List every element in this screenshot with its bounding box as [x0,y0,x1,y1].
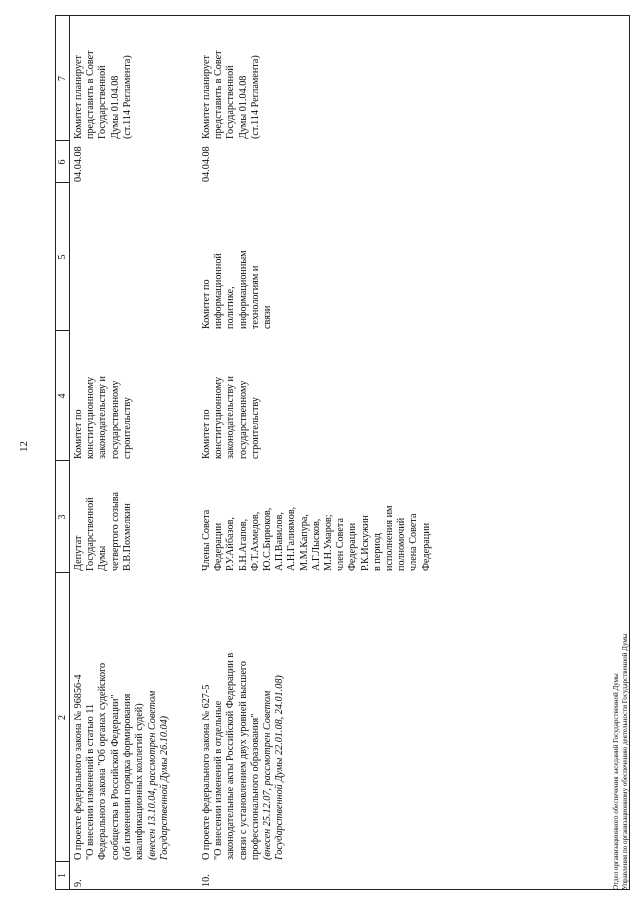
header-col-4: 4 [57,393,68,399]
header-col-5: 5 [57,254,68,260]
responsible-committee: Комитет по конституционному законодательству и государственному строительству [73,376,133,459]
column-divider [56,861,69,862]
column-divider [56,140,69,141]
bill-note: (внесен 13.10.04, рассмотрен Советом Государственной Думы 26.10.04) [147,690,171,860]
bill-title: О проекте федерального закона № 627-5 "О внесении изменений в отдельные законодательные акты Российской Федерации в связи с установлением двух уровней высшего профессионального образования" [201,652,261,860]
footer-department: Отдел организационного обеспечения заседаний Государственной Думы [612,673,620,890]
review-date: 04.04.08 [201,146,212,182]
column-divider [56,572,69,573]
committee-action: Комитет планирует представить в Совет Государственной Думы 01.04.08 (ст.114 Регламента) [201,50,261,139]
header-col-6: 6 [57,159,68,165]
footer-directorate: Управления по организационному обеспечению деятельности Государственной Думы [621,633,629,890]
responsible-committee: Комитет по конституционному законодательству и государственному строительству [201,376,261,459]
bill-title: О проекте федерального закона № 96856-4 "О внесении изменений в статью 11 Федерального закона "Об органах судейского сообщества в Российской Федерации" (об изменении порядка формирования квалификационных коллегий судей) [73,662,146,860]
header-col-7: 7 [57,76,68,81]
row-number: 10. [201,874,212,887]
bill-author: Члены Совета Федерации Р.У.Айбазов, Б.Н.Агапов, Ф.Т.Ахмедов, Ю.С.Бирюков, А.П.Вавилов, А.Н.Галиямов, М.М.Капура, А.Г.Лысков, М.Н.Умаров; член Совета Федерации Р.К.Искужин в период исполнения им полномочий члена Совета Федерации [201,505,432,571]
page-footer [612,634,630,890]
agenda-table [55,15,630,890]
review-date: 04.04.08 [73,146,84,182]
column-divider [56,330,69,331]
column-divider [56,460,69,461]
co-committee: Комитет по информационной политике, информационным технологиям и связи [201,250,274,329]
bill-author: Депутат Государственной Думы четвертого созыва В.В.Похмелкин [73,492,133,571]
row-number: 9. [73,879,84,887]
column-divider [56,182,69,183]
page-number: 12 [18,441,30,452]
bill-note: (внесен 25.12.07, рассмотрен Советом Государственной Думы 22.01.08, 24.01.08) [262,675,286,860]
committee-action: Комитет планирует представить в Совет Государственной Думы 01.04.08 (ст.114 Регламента) [73,50,133,139]
header-col-3: 3 [57,514,68,520]
header-col-1: 1 [57,873,68,878]
table-header-row [56,16,70,889]
header-col-2: 2 [57,715,68,720]
